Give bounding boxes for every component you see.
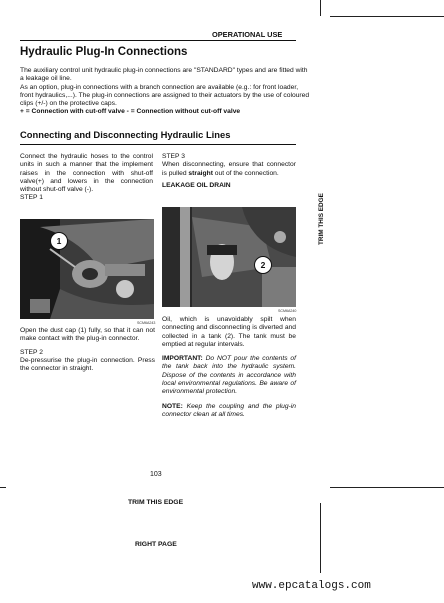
depressurise-instructions: De-pressurise the plug-in connection. Press the connector in straight. bbox=[20, 356, 155, 373]
disconnect-text-c: out of the connection. bbox=[212, 169, 279, 177]
intro-paragraph bbox=[20, 67, 310, 117]
disconnect-instructions bbox=[162, 161, 296, 178]
callout-1: 1 bbox=[50, 232, 68, 250]
right-column-lower bbox=[162, 316, 296, 419]
intro-line-2: As an option, plug-in connections with a branch connection are available (e.g.: for front loader, front hydraulics,...). The plug-in connections are assigned to their actuators by the use of coloured clips (+/-) on the protective caps. bbox=[20, 83, 310, 108]
note-label: NOTE: bbox=[162, 402, 183, 410]
section-header: OPERATIONAL USE bbox=[212, 30, 283, 39]
trim-mark-right-bottom bbox=[330, 487, 444, 488]
photo-1-code: SCM6A243 bbox=[137, 321, 156, 325]
step-1-label: STEP 1 bbox=[20, 194, 43, 202]
important-label: IMPORTANT: bbox=[162, 355, 203, 363]
trim-mark-right-top bbox=[330, 16, 444, 17]
section-subheading: Connecting and Disconnecting Hydraulic Lines bbox=[20, 129, 231, 140]
left-column bbox=[20, 153, 153, 203]
disconnect-text-a: When disconnecting, ensure that connector is pulled bbox=[162, 161, 296, 177]
right-page-label: RIGHT PAGE bbox=[135, 541, 177, 548]
connect-instructions: Connect the hydraulic hoses to the control units in such a manner that the implement raises in the connection with shut-off valve(+) and lowers in the connection without shut-off valve (-). bbox=[20, 153, 153, 194]
footer-url: www.epcatalogs.com bbox=[252, 580, 371, 592]
step-3-label: STEP 3 bbox=[162, 153, 185, 160]
right-column bbox=[162, 153, 296, 190]
note-text: Keep the coupling and the plug-in connector clean at all times. bbox=[162, 402, 296, 418]
page-number: 103 bbox=[150, 471, 162, 478]
hydraulic-coupling-photo bbox=[20, 219, 154, 319]
leakage-tank-photo bbox=[162, 207, 296, 307]
oil-spill-paragraph: Oil, which is unavoidably spilt when connecting and disconnecting is diverted and collected in a tank (2). The tank must be emptied at regular intervals. bbox=[162, 316, 296, 348]
disconnect-text-emphasis: straight bbox=[188, 169, 213, 177]
page-title: Hydraulic Plug-In Connections bbox=[20, 46, 188, 58]
important-text: Do NOT pour the contents of the tank back into the hydraulic system. Dispose of the contents in accordance with local environmental regulations. Be aware of environmental protection. bbox=[162, 355, 296, 396]
left-column-lower bbox=[20, 327, 155, 373]
trim-edge-side-label: TRIM THIS EDGE bbox=[318, 193, 325, 245]
photo-2-code: SCM6A240 bbox=[278, 309, 297, 313]
dust-cap-instructions: Open the dust cap (1) fully, so that it can not make contact with the plug-in connector. bbox=[20, 327, 155, 343]
intro-line-1: The auxiliary control unit hydraulic plug-in connections are "STANDARD" types and are fitted with a leakage oil line. bbox=[20, 67, 308, 83]
trim-mark-top-right bbox=[320, 0, 321, 16]
callout-2: 2 bbox=[254, 256, 272, 274]
subheading-rule bbox=[20, 144, 296, 145]
step-2-label: STEP 2 bbox=[20, 348, 43, 356]
trim-mark-bottom-vertical bbox=[320, 503, 321, 573]
trim-edge-bottom-label: TRIM THIS EDGE bbox=[128, 499, 184, 506]
header-rule bbox=[20, 40, 296, 41]
note-notice bbox=[162, 403, 296, 420]
important-notice bbox=[162, 355, 296, 396]
connection-legend: + = Connection with cut-off valve - = Connection without cut-off valve bbox=[20, 108, 241, 116]
trim-mark-left bbox=[0, 487, 6, 488]
leakage-heading: LEAKAGE OIL DRAIN bbox=[162, 181, 231, 189]
